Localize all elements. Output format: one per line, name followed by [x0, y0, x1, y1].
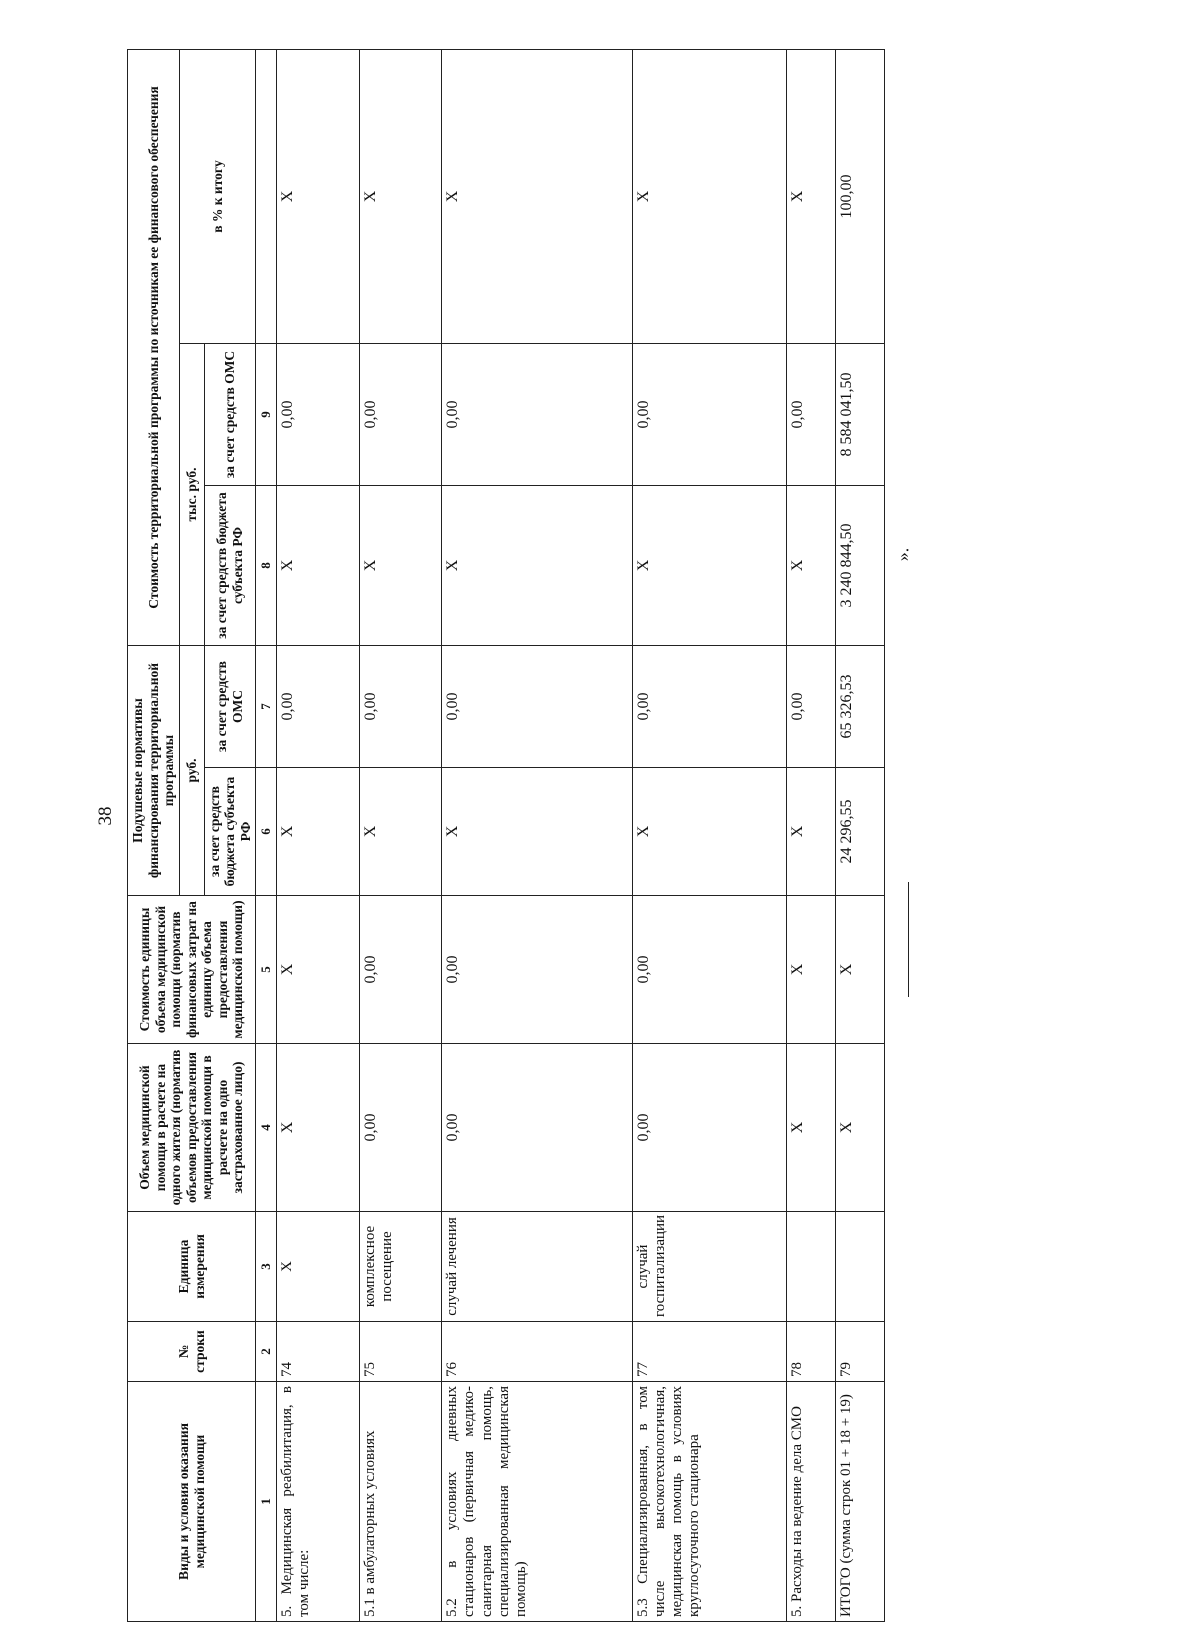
row-unit: комплексное посещение	[359, 1212, 442, 1322]
financing-table	[127, 49, 885, 1622]
row-cost: Х	[836, 896, 885, 1044]
table-row	[359, 49, 442, 1621]
row-number: 75	[359, 1322, 442, 1382]
row-type: ИТОГО (сумма строк 01 + 18 + 19)	[836, 1382, 885, 1622]
closing-rule	[908, 882, 909, 997]
header-total-group: Стоимость территориальной программы по источникам ее финансового обеспечения	[128, 49, 180, 645]
row-cost: Х	[277, 896, 360, 1044]
table-row	[442, 49, 633, 1621]
row-unit: случай лечения	[442, 1212, 633, 1322]
row-number: 76	[442, 1322, 633, 1382]
row-percent: Х	[787, 49, 836, 343]
header-norm-budget: за счет средств бюджета субъекта РФ	[204, 768, 256, 896]
table-row	[787, 49, 836, 1621]
column-number: 6	[256, 768, 277, 896]
row-volume: Х	[836, 1044, 885, 1212]
row-unit: случай госпитализации	[632, 1212, 787, 1322]
row-norm-oms: 0,00	[632, 646, 787, 768]
column-number: 5	[256, 896, 277, 1044]
row-norm-budget: Х	[787, 768, 836, 896]
table-row	[277, 49, 360, 1621]
row-cost: 0,00	[442, 896, 633, 1044]
closing-quote: ».	[892, 547, 913, 562]
table-row	[632, 49, 787, 1621]
row-percent: Х	[442, 49, 633, 343]
row-volume: Х	[787, 1044, 836, 1212]
row-type: 5.3 Специализированная, в том числе высокотехнологичная, медицинская помощь в условиях круглосуточного стационара	[632, 1382, 787, 1622]
column-number: 7	[256, 646, 277, 768]
header-total-budget: за счет средств бюджета субъекта РФ	[204, 486, 256, 646]
row-total-oms: 0,00	[359, 344, 442, 486]
row-cost: Х	[787, 896, 836, 1044]
row-type: 5. Расходы на ведение дела СМО	[787, 1382, 836, 1622]
row-norm-budget: 24 296,55	[836, 768, 885, 896]
row-cost: 0,00	[632, 896, 787, 1044]
header-norms-group: Подушевые нормативы финансирования территориальной программы	[128, 646, 180, 896]
row-percent: Х	[359, 49, 442, 343]
row-total-oms: 0,00	[442, 344, 633, 486]
row-number: 77	[632, 1322, 787, 1382]
row-number: 79	[836, 1322, 885, 1382]
header-norm-oms: за счет средств ОМС	[204, 646, 256, 768]
header-type: Виды и условия оказания медицинской помощи	[128, 1382, 256, 1622]
row-type: 5.2 в условиях дневных стационаров (первичная медико-санитарная помощь, специализированная медицинская помощь)	[442, 1382, 633, 1622]
header-unit-rub: руб.	[179, 646, 204, 896]
header-percent: в % к итогу	[179, 49, 256, 343]
row-volume: 0,00	[632, 1044, 787, 1212]
page-number: 38	[95, 806, 116, 826]
row-norm-budget: Х	[277, 768, 360, 896]
row-type: 5. Медицинская реабилитация, в том числе:	[277, 1382, 360, 1622]
column-number: 4	[256, 1044, 277, 1212]
header-unit-thous-rub: тыс. руб.	[179, 344, 204, 646]
row-norm-budget: Х	[359, 768, 442, 896]
row-total-budget: Х	[632, 486, 787, 646]
header-unit: Единица измерения	[128, 1212, 256, 1322]
row-unit	[836, 1212, 885, 1322]
row-norm-oms: 65 326,53	[836, 646, 885, 768]
row-volume: Х	[277, 1044, 360, 1212]
row-total-budget: 3 240 844,50	[836, 486, 885, 646]
row-number: 74	[277, 1322, 360, 1382]
table-container	[127, 50, 885, 1622]
row-total-oms: 0,00	[632, 344, 787, 486]
header-volume: Объем медицинской помощи в расчете на одного жителя (норматив объемов предоставления медицинской помощи в расчете на одно застрахованное лицо)	[128, 1044, 256, 1212]
column-number	[256, 49, 277, 343]
column-number: 9	[256, 344, 277, 486]
row-percent: Х	[632, 49, 787, 343]
row-norm-oms: 0,00	[442, 646, 633, 768]
row-type: 5.1 в амбулаторных условиях	[359, 1382, 442, 1622]
header-total-oms: за счет средств ОМС	[204, 344, 256, 486]
row-total-oms: 8 584 041,50	[836, 344, 885, 486]
row-total-budget: Х	[359, 486, 442, 646]
column-number: 1	[256, 1382, 277, 1622]
row-norm-budget: Х	[632, 768, 787, 896]
row-volume: 0,00	[442, 1044, 633, 1212]
row-percent: 100,00	[836, 49, 885, 343]
row-norm-oms: 0,00	[787, 646, 836, 768]
row-cost: 0,00	[359, 896, 442, 1044]
column-number: 8	[256, 486, 277, 646]
row-percent: Х	[277, 49, 360, 343]
row-norm-oms: 0,00	[277, 646, 360, 768]
row-norm-oms: 0,00	[359, 646, 442, 768]
row-unit: Х	[277, 1212, 360, 1322]
header-cost: Стоимость единицы объема медицинской помощи (норматив финансовых затрат на единицу объема предоставления медицинской помощи)	[128, 896, 256, 1044]
header-row-no: № строки	[128, 1322, 256, 1382]
row-total-budget: Х	[787, 486, 836, 646]
column-number: 2	[256, 1322, 277, 1382]
row-total-budget: Х	[442, 486, 633, 646]
row-norm-budget: Х	[442, 768, 633, 896]
row-volume: 0,00	[359, 1044, 442, 1212]
row-total-budget: Х	[277, 486, 360, 646]
row-unit	[787, 1212, 836, 1322]
column-number: 3	[256, 1212, 277, 1322]
table-row-total	[836, 49, 885, 1621]
row-total-oms: 0,00	[787, 344, 836, 486]
column-number-row	[256, 49, 277, 1621]
row-total-oms: 0,00	[277, 344, 360, 486]
header-row-1	[128, 49, 180, 1621]
row-number: 78	[787, 1322, 836, 1382]
